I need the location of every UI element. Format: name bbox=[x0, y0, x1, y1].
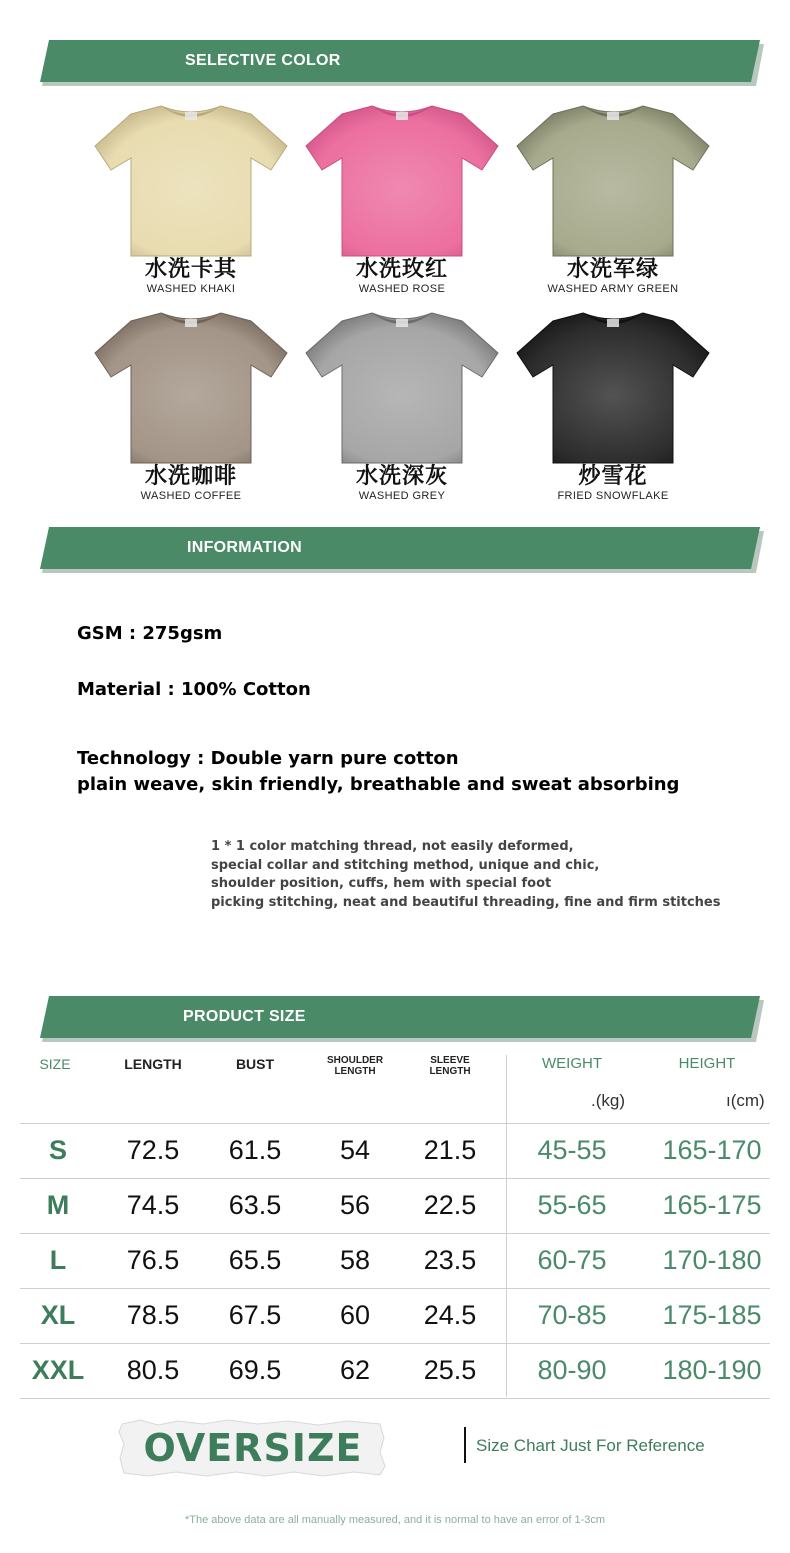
color-name-cn: 水洗卡其 bbox=[144, 257, 237, 282]
cell-size: M bbox=[46, 1190, 70, 1220]
oversize-stamp bbox=[118, 1418, 388, 1478]
cell-size: L bbox=[49, 1245, 67, 1275]
technology-line-1: Technology : Double yarn pure cotton bbox=[77, 748, 459, 769]
row-divider bbox=[20, 1398, 770, 1399]
row-divider bbox=[20, 1178, 770, 1179]
color-name-en: FRIED SNOWFLAKE bbox=[557, 490, 669, 502]
cell-sleeve: 24.5 bbox=[423, 1300, 477, 1330]
cell-shoulder: 62 bbox=[339, 1355, 371, 1385]
cell-length: 72.5 bbox=[126, 1135, 180, 1165]
row-divider bbox=[20, 1343, 770, 1344]
cell-sleeve: 23.5 bbox=[423, 1245, 477, 1275]
header-sleeve-length bbox=[410, 1055, 490, 1077]
color-name-cn: 水洗玫红 bbox=[355, 257, 448, 282]
tshirt-image bbox=[91, 305, 291, 465]
header-line: LENGTH bbox=[334, 1066, 376, 1077]
material-text: Material : 100% Cotton bbox=[77, 679, 311, 700]
cell-height: 180-190 bbox=[662, 1355, 762, 1385]
cell-bust: 67.5 bbox=[228, 1300, 282, 1330]
header-size: SIZE bbox=[39, 1056, 71, 1072]
header-line: LENGTH bbox=[429, 1066, 471, 1077]
cell-sleeve: 22.5 bbox=[423, 1190, 477, 1220]
technology-line-2: plain weave, skin friendly, breathable and sweat absorbing bbox=[77, 774, 680, 795]
cell-length: 74.5 bbox=[126, 1190, 180, 1220]
detail-line: picking stitching, neat and beautiful threading, fine and firm stitches bbox=[211, 894, 721, 910]
cell-bust: 63.5 bbox=[228, 1190, 282, 1220]
column-divider bbox=[506, 1055, 507, 1397]
color-name-cn: 炒雪花 bbox=[578, 464, 648, 489]
header-bust: BUST bbox=[235, 1056, 275, 1072]
cell-bust: 61.5 bbox=[228, 1135, 282, 1165]
cell-size: S bbox=[48, 1135, 67, 1165]
color-swatch-card bbox=[91, 305, 291, 505]
cell-shoulder: 58 bbox=[339, 1245, 371, 1275]
cell-length: 78.5 bbox=[126, 1300, 180, 1330]
header-line: SHOULDER bbox=[326, 1055, 384, 1066]
oversize-label: OVERSIZE bbox=[143, 1426, 363, 1470]
cell-bust: 65.5 bbox=[228, 1245, 282, 1275]
section-banner-product-size bbox=[0, 996, 790, 1042]
cell-weight: 80-90 bbox=[537, 1355, 607, 1385]
banner-shape bbox=[0, 527, 790, 573]
row-divider bbox=[20, 1288, 770, 1289]
header-weight: WEIGHT bbox=[542, 1055, 602, 1072]
tshirt-image bbox=[91, 98, 291, 258]
row-divider bbox=[20, 1233, 770, 1234]
cell-weight: 60-75 bbox=[537, 1245, 607, 1275]
section-title: INFORMATION bbox=[187, 539, 302, 556]
detail-line: 1 * 1 color matching thread, not easily deformed, bbox=[211, 839, 574, 854]
reference-note: Size Chart Just For Reference bbox=[476, 1436, 705, 1455]
color-swatch-card bbox=[302, 98, 502, 298]
gsm-text: GSM : 275gsm bbox=[77, 623, 223, 644]
height-unit: ı(cm) bbox=[726, 1091, 765, 1110]
detail-line: shoulder position, cuffs, hem with special foot bbox=[211, 876, 552, 891]
cell-size: XL bbox=[40, 1300, 76, 1330]
color-name-en: WASHED ARMY GREEN bbox=[547, 283, 679, 295]
cell-weight: 45-55 bbox=[537, 1135, 607, 1165]
cell-shoulder: 54 bbox=[339, 1135, 371, 1165]
banner-shape bbox=[0, 40, 790, 86]
tshirt-image bbox=[302, 98, 502, 258]
row-divider bbox=[20, 1123, 770, 1124]
color-name-en: WASHED COFFEE bbox=[140, 490, 242, 502]
tshirt-image bbox=[513, 305, 713, 465]
cell-weight: 55-65 bbox=[537, 1190, 607, 1220]
cell-length: 76.5 bbox=[126, 1245, 180, 1275]
reference-divider bbox=[464, 1427, 466, 1463]
cell-weight: 70-85 bbox=[537, 1300, 607, 1330]
color-name-cn: 水洗咖啡 bbox=[144, 464, 237, 489]
cell-height: 170-180 bbox=[662, 1245, 762, 1275]
cell-shoulder: 56 bbox=[339, 1190, 371, 1220]
cell-bust: 69.5 bbox=[228, 1355, 282, 1385]
cell-height: 175-185 bbox=[662, 1300, 762, 1330]
footnote: *The above data are all manually measured, and it is normal to have an error of 1-3cm bbox=[184, 1514, 606, 1526]
color-name-cn: 水洗军绿 bbox=[566, 257, 659, 282]
cell-sleeve: 21.5 bbox=[423, 1135, 477, 1165]
section-banner-information bbox=[0, 527, 790, 573]
tshirt-image bbox=[513, 98, 713, 258]
color-name-en: WASHED GREY bbox=[358, 490, 446, 502]
cell-shoulder: 60 bbox=[339, 1300, 371, 1330]
header-height: HEIGHT bbox=[678, 1055, 736, 1072]
banner-shape bbox=[0, 996, 790, 1042]
color-name-cn: 水洗深灰 bbox=[355, 464, 448, 489]
section-banner-selective-color bbox=[0, 40, 790, 86]
header-shoulder-length bbox=[315, 1055, 395, 1077]
cell-size: XXL bbox=[31, 1355, 85, 1385]
color-swatch-card bbox=[302, 305, 502, 505]
tshirt-image bbox=[302, 305, 502, 465]
header-length: LENGTH bbox=[124, 1056, 182, 1072]
header-line: SLEEVE bbox=[430, 1055, 470, 1066]
weight-unit: .(kg) bbox=[591, 1091, 625, 1110]
cell-height: 165-170 bbox=[662, 1135, 762, 1165]
craft-details bbox=[211, 838, 720, 912]
detail-line: special collar and stitching method, unique and chic, bbox=[211, 857, 600, 873]
color-swatch-card bbox=[91, 98, 291, 298]
color-name-en: WASHED KHAKI bbox=[146, 283, 236, 295]
color-swatch-card bbox=[513, 305, 713, 505]
color-swatch-card bbox=[513, 98, 713, 298]
cell-length: 80.5 bbox=[126, 1355, 180, 1385]
color-name-en: WASHED ROSE bbox=[358, 283, 446, 295]
cell-sleeve: 25.5 bbox=[423, 1355, 477, 1385]
section-title: SELECTIVE COLOR bbox=[185, 52, 341, 69]
cell-height: 165-175 bbox=[662, 1190, 762, 1220]
section-title: PRODUCT SIZE bbox=[183, 1008, 306, 1025]
